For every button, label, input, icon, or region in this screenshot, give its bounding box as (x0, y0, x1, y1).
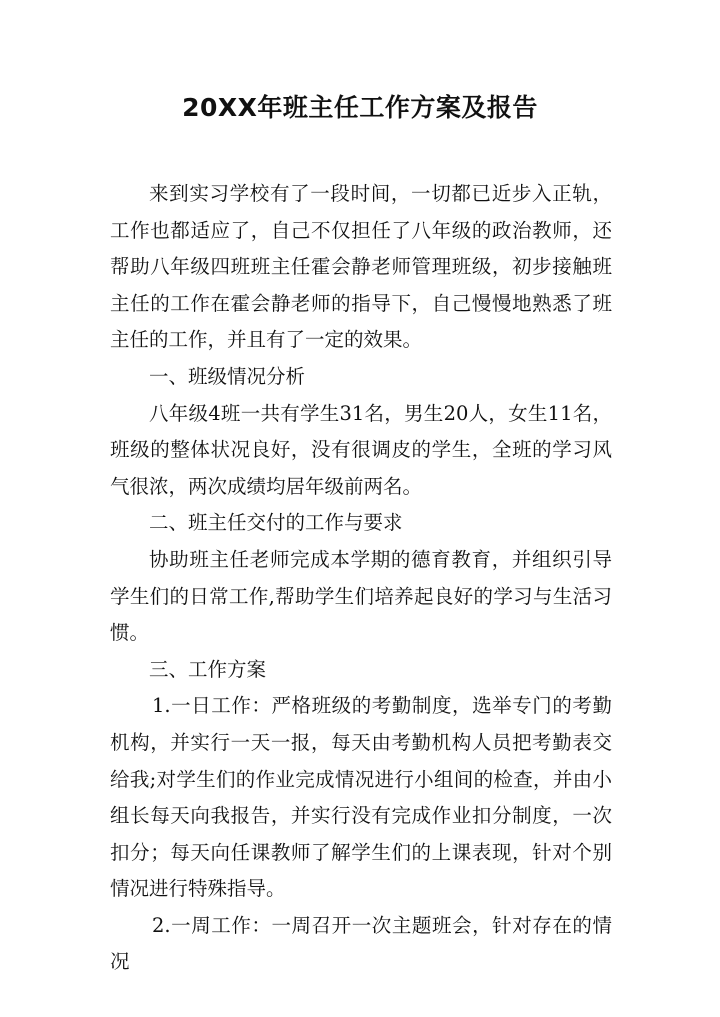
paragraph-intro: 来到实习学校有了一段时间，一切都已近步入正轨，工作也都适应了，自己不仅担任了八年级的政治教师，还帮助八年级四班班主任霍会静老师管理班级，初步接触班主任的工作在霍会静老师的指导下，自己慢慢地熟悉了班主任的工作，并且有了一定的效果。 (110, 182, 612, 352)
paragraph-tasks: 协助班主任老师完成本学期的德育教育，并组织引导学生们的日常工作,帮助学生们培养起良好的学习与生活习惯。 (110, 547, 612, 645)
paragraph-daily-work: 1.一日工作：严格班级的考勤制度，选举专门的考勤机构，并实行一天一报，每天由考勤机构人员把考勤表交给我;对学生们的作业完成情况进行小组间的检查，并由小组长每天向我报告，并实行没有完成作业扣分制度，一次扣分；每天向任课教师了解学生们的上课表现，针对个别情况进行特殊指导。 (110, 694, 612, 901)
section-heading-work-plan: 三、工作方案 (149, 657, 267, 681)
section-heading-class-analysis: 一、班级情况分析 (149, 364, 306, 388)
document-title: 20XX年班主任工作方案及报告 (182, 93, 538, 122)
section-heading-tasks: 二、班主任交付的工作与要求 (149, 511, 403, 535)
paragraph-weekly-work: 2.一周工作：一周召开一次主题班会，针对存在的情况 (110, 913, 612, 974)
paragraph-class-analysis: 八年级4班一共有学生31名，男生20人，女生11名，班级的整体状况良好，没有很调皮的学生，全班的学习风气很浓，两次成绩均居年级前两名。 (110, 401, 612, 498)
document-body (110, 176, 612, 981)
